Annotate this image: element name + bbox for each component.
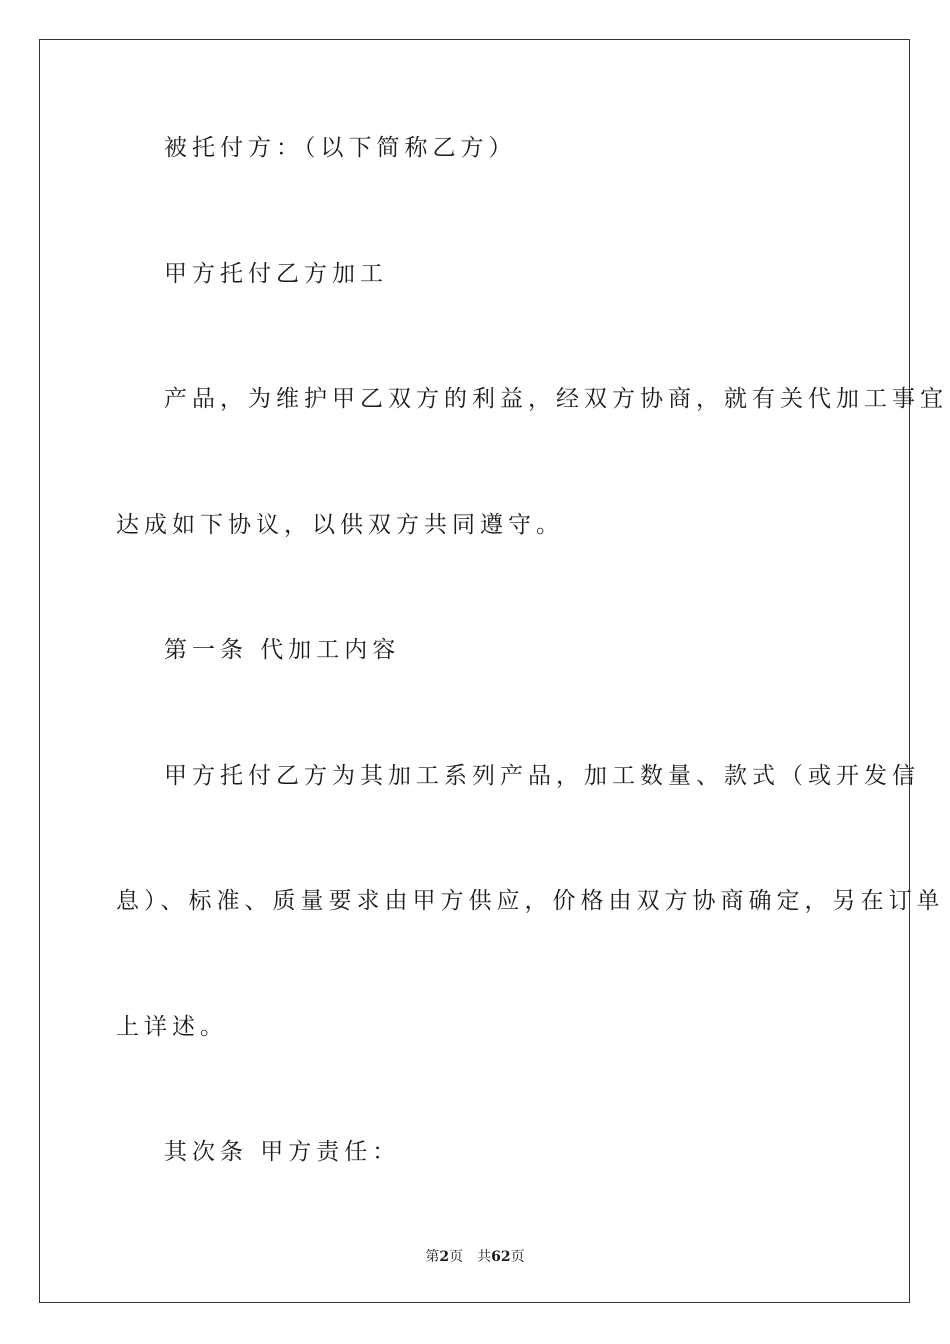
party-b-line: 被托付方：（以下简称乙方） <box>164 135 517 161</box>
page-suffix: 页 <box>449 1249 464 1265</box>
page-prefix: 第 <box>425 1249 440 1265</box>
paragraph-line: 上详述。 <box>116 1014 228 1040</box>
total-pages: 62 <box>491 1249 511 1265</box>
article-2-heading: 其次条 甲方责任： <box>164 1139 401 1165</box>
total-suffix: 页 <box>510 1249 525 1265</box>
article-1-heading: 第一条 代加工内容 <box>164 637 401 663</box>
page-footer <box>0 1248 950 1266</box>
paragraph-line: 息）、标准、质量要求由甲方供应，价格由双方协商确定，另在订单 <box>116 888 945 914</box>
paragraph-line: 达成如下协议，以供双方共同遵守。 <box>116 512 564 538</box>
entrust-line: 甲方托付乙方加工 <box>164 261 388 287</box>
paragraph-line: 甲方托付乙方为其加工系列产品，加工数量、款式（或开发信 <box>164 763 920 789</box>
page-border <box>39 39 910 1303</box>
total-prefix: 共 <box>477 1249 492 1265</box>
paragraph-line: 产品，为维护甲乙双方的利益，经双方协商，就有关代加工事宜 <box>164 386 948 412</box>
page-number: 2 <box>439 1249 450 1265</box>
